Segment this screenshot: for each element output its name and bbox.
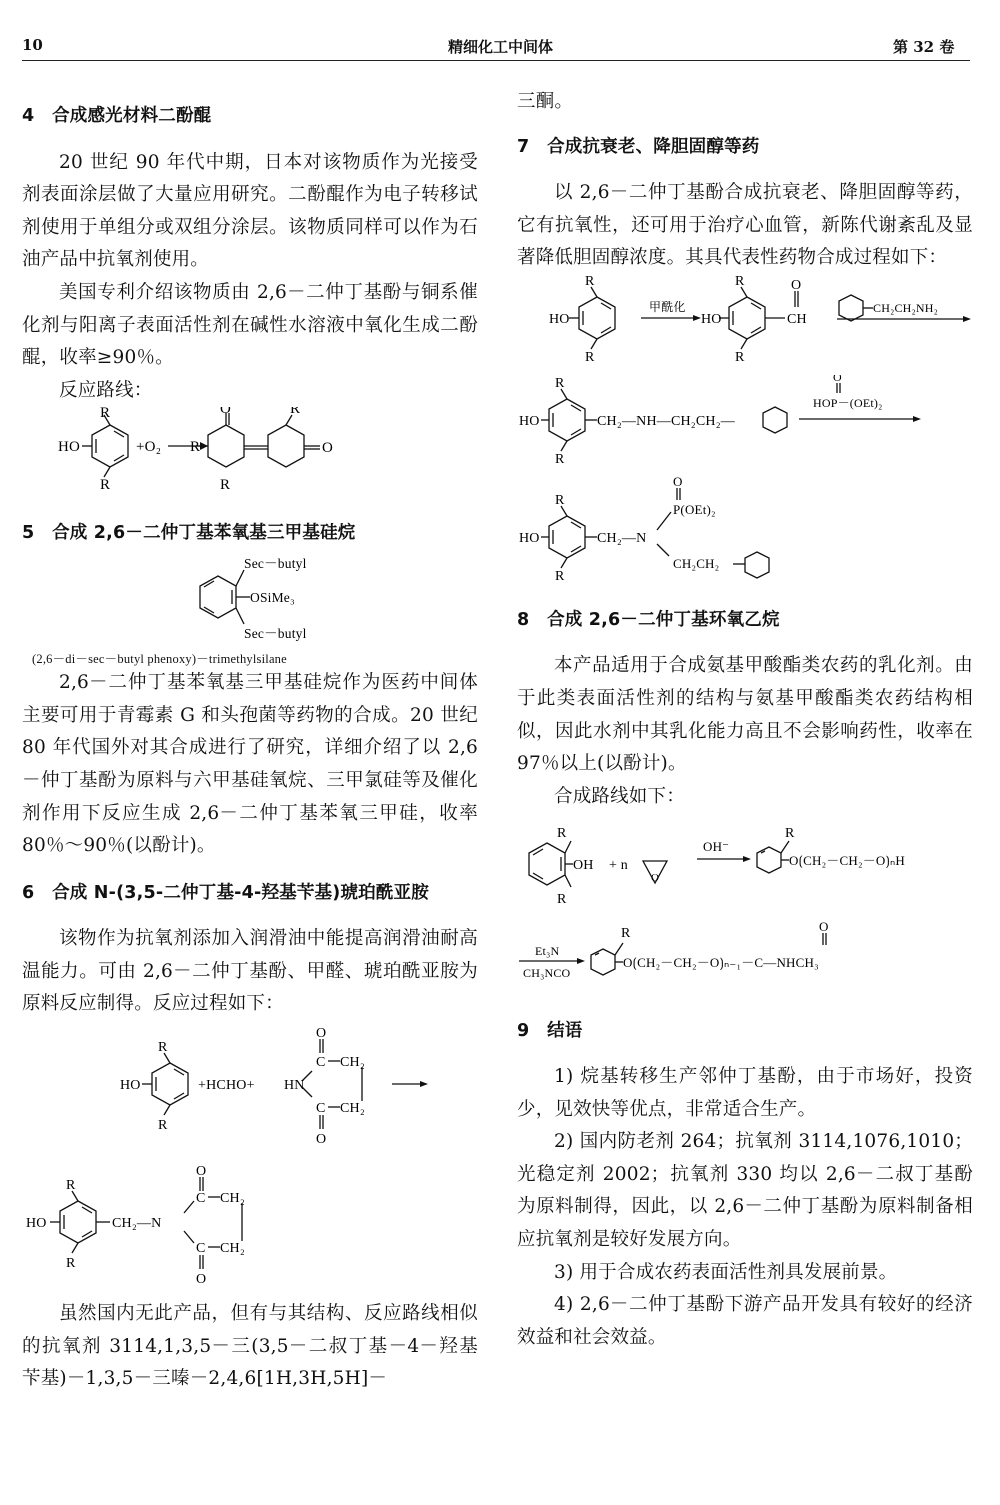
s7b-ho: HO [519, 413, 540, 429]
s4-paragraph-1: 20 世纪 90 年代中期，日本对该物质作为光接受剂表面涂层做了大量应用研究。二酚醌作为电子转移试剂使用于单组分或双组分涂层。该物质同样可以作为石油产品中抗氧剂使用。 [22, 151, 478, 271]
conclusion-3: 3) 用于合成农药表面活性剂具发展前景。 [554, 1261, 898, 1283]
s8a-oh: OH [573, 858, 594, 874]
s8a-r-top: R [557, 826, 567, 842]
s8-paragraph-1: 本产品适用于合成氨基甲酸酯类农药的乳化剂。由于此类表面活性剂的结构与氨基甲酸酯类农药结构相似，因此水剂中其乳化能力高且不会影响药性，收率在 97％以上(以酚计)。 [517, 655, 973, 775]
s4-o-right: O [322, 440, 334, 457]
s6-paragraph-2: 虽然国内无此产品，但有与其结构、反应路线相似的抗氧剂 3114,1,3,5－三(3,5－二叔丁基－4－羟基苄基)－1,3,5－三嗪－2,4,6[1H,3H,5H]－ [22, 1303, 478, 1390]
s7c-link: CH₂—N [597, 531, 647, 547]
s7c-chain: CH₂CH₂ [673, 556, 720, 572]
s6b-o-bottom: O [196, 1271, 207, 1287]
scheme-epoxide-step1 [517, 813, 973, 909]
s7b-r-bottom: R [555, 451, 565, 465]
s7c-r-bottom: R [555, 569, 565, 585]
s7a-amine: CH₂CH₂NH₂ [873, 300, 939, 315]
s7b-r-top: R [555, 375, 565, 391]
s7a-r-top: R [585, 274, 595, 289]
s8a-r-bottom: R [557, 892, 567, 908]
s6a-c-top: C [316, 1055, 326, 1071]
s6b-r-top: R [66, 1177, 76, 1193]
s6a-r-bottom: R [158, 1118, 168, 1134]
s7c-p: P(OEt)₂ [673, 502, 716, 518]
s4-r-left: R [190, 439, 201, 456]
section-8-title: 8 合成 2,6－二仲丁基环氧乙烷 [517, 609, 780, 630]
s8b-cat-bottom: CH₃NCO [523, 965, 571, 980]
scheme-diphenoquinone [22, 407, 478, 503]
conclusion-4: 4) 2,6－二仲丁基酚下游产品开发具有较好的经济效益和社会效益。 [517, 1294, 973, 1348]
s8a-epoxide-o: O [651, 872, 660, 885]
left-column [22, 86, 478, 1396]
s6a-ho: HO [120, 1078, 141, 1094]
s8a-cat: OH⁻ [703, 839, 730, 855]
s4-paragraph-2: 美国专利介绍该物质由 2,6－二仲丁基酚与铜系催化剂与阳离子表面活性剂在碱性水溶液中氧化生成二酚醌，收率≥90％。 [22, 281, 478, 369]
s5-paragraph-1: 2,6－二仲丁基苯氧基三甲基硅烷作为医药中间体主要可用于青霉素 G 和头孢菌等药物的合成。20 世纪 80 年代国外对其合成进行了研究，详细介绍了以 2,6－仲丁基酚为原料与六甲基硅氧烷、三甲氯硅等及催化剂作用下反应生成 2,6－二仲丁基苯氧三甲硅，收率 80％～90％(以酚计)。 [22, 672, 478, 857]
right-column [517, 86, 973, 1354]
s7a-ho2: HO [701, 311, 722, 327]
s4-o-top: O [220, 407, 232, 418]
s6b-ch2-bottom: CH₂ [220, 1240, 245, 1256]
s6a-o-bottom: O [316, 1132, 327, 1148]
s6a-hn: HN [284, 1078, 305, 1094]
s8-paragraph-2: 合成路线如下： [554, 785, 685, 807]
s5-mid: OSiMe₃ [250, 589, 295, 605]
page-number: 10 [22, 36, 43, 54]
s7a-r2-bottom: R [735, 349, 745, 363]
s4-r-right: R [290, 407, 301, 418]
s4-ho: HO [58, 439, 81, 456]
s7c-r-top: R [555, 493, 565, 509]
journal-title: 精细化工中间体 [448, 38, 554, 56]
s7a-r-bottom: R [585, 349, 595, 363]
s6b-r-bottom: R [66, 1255, 76, 1271]
s7b-reagent: HOP－(OEt)₂ [813, 395, 883, 410]
s6b-o-top: O [196, 1163, 207, 1179]
s8a-r-product: R [785, 826, 795, 842]
volume: 第 32 卷 [893, 38, 955, 56]
section-9-title: 9 结语 [517, 1020, 583, 1041]
s6b-link: CH₂—N [112, 1215, 162, 1231]
continuation: 三酮。 [517, 91, 574, 112]
conclusion-1: 1) 烷基转移生产邻仲丁基酚，由于市场好，投资少，见效快等优点，非常适合生产。 [517, 1066, 973, 1120]
s7a-reagent: 甲酰化 [649, 299, 686, 314]
s7b-chain: CH₂—NH—CH₂CH₂— [597, 413, 736, 429]
s6a-ch2-top: CH₂ [340, 1055, 365, 1071]
s4-r-top: R [100, 407, 111, 422]
scheme-drug-step1 [517, 275, 973, 363]
s7b-o: O [833, 374, 842, 384]
conclusion-2: 2) 国内防老剂 264；抗氧剂 3114,1076,1010；光稳定剂 2002；抗氧剂 330 均以 2,6－二叔丁基酚为原料制得，因此，以 2,6－二仲丁基酚为原料制备相应抗氧剂是较好发展方向。 [517, 1131, 973, 1251]
s7a-r2-top: R [735, 274, 745, 289]
section-6-title: 6 合成 N-(3,5-二仲丁基-4-羟基苄基)琥珀酰亚胺 [22, 882, 429, 903]
header-rule [22, 60, 970, 61]
s5-top: Sec－butyl [244, 555, 307, 571]
s8b-cat-top: Et₃N [535, 943, 560, 958]
s6-paragraph-1: 该物作为抗氧剂添加入润滑油中能提高润滑油耐高温能力。可由 2,6－二仲丁基酚、甲醛、琥珀酰亚胺为原料反应制得。反应过程如下： [22, 928, 478, 1015]
s7c-ho: HO [519, 531, 540, 547]
s6b-ho: HO [26, 1215, 47, 1231]
section-5-title: 5 合成 2,6－二仲丁基苯氧基三甲基硅烷 [22, 522, 356, 543]
s5-bottom: Sec－butyl [244, 625, 307, 641]
s4-paragraph-3: 反应路线： [59, 379, 153, 401]
s7c-o: O [673, 476, 683, 490]
s4-o2: +O₂ [136, 439, 162, 456]
s4-r-bottom-2: R [220, 477, 231, 494]
s4-r-bottom: R [100, 477, 111, 494]
scheme-drug-product [517, 476, 973, 588]
s8b-chain: O⟮CH₂－CH₂－O⟯ₙ₋₁－C—NHCH₃ [623, 954, 819, 970]
s6a-hcho: +HCHO+ [198, 1078, 255, 1094]
scheme-succinimide-product [22, 1163, 478, 1287]
s8a-n: + n [609, 858, 628, 874]
s5-caption: (2,6－di－sec－butyl phenoxy)－trimethylsilane [32, 652, 287, 667]
s7a-ch: CH [787, 311, 807, 327]
s6b-c-top: C [196, 1190, 206, 1206]
scheme-epoxide-step2 [517, 921, 973, 991]
s7a-ho: HO [549, 311, 570, 327]
s8b-o: O [819, 920, 829, 934]
s6a-c-bottom: C [316, 1101, 326, 1117]
s6a-r-top: R [158, 1040, 168, 1056]
s8b-r: R [621, 925, 631, 941]
s6a-o-top: O [316, 1026, 327, 1042]
s7-paragraph-1: 以 2,6－二仲丁基酚合成抗衰老、降胆固醇等药，它有抗氧性，还可用于治疗心血管，新陈代谢紊乱及显著降低胆固醇浓度。其具代表性药物合成过程如下： [517, 182, 973, 269]
section-4-title: 4 合成感光材料二酚醌 [22, 106, 212, 126]
s6b-ch2-top: CH₂ [220, 1190, 245, 1206]
scheme-succinimide-reactants [22, 1021, 478, 1151]
scheme-silane [22, 550, 478, 642]
s6b-c-bottom: C [196, 1240, 206, 1256]
scheme-drug-step2 [517, 375, 973, 465]
section-7-title: 7 合成抗衰老、降胆固醇等药 [517, 136, 760, 157]
s6a-ch2-bottom: CH₂ [340, 1101, 365, 1117]
s8a-chain: O⟮CH₂－CH₂－O⟯ₙH [789, 853, 905, 869]
s7a-o: O [791, 277, 802, 293]
